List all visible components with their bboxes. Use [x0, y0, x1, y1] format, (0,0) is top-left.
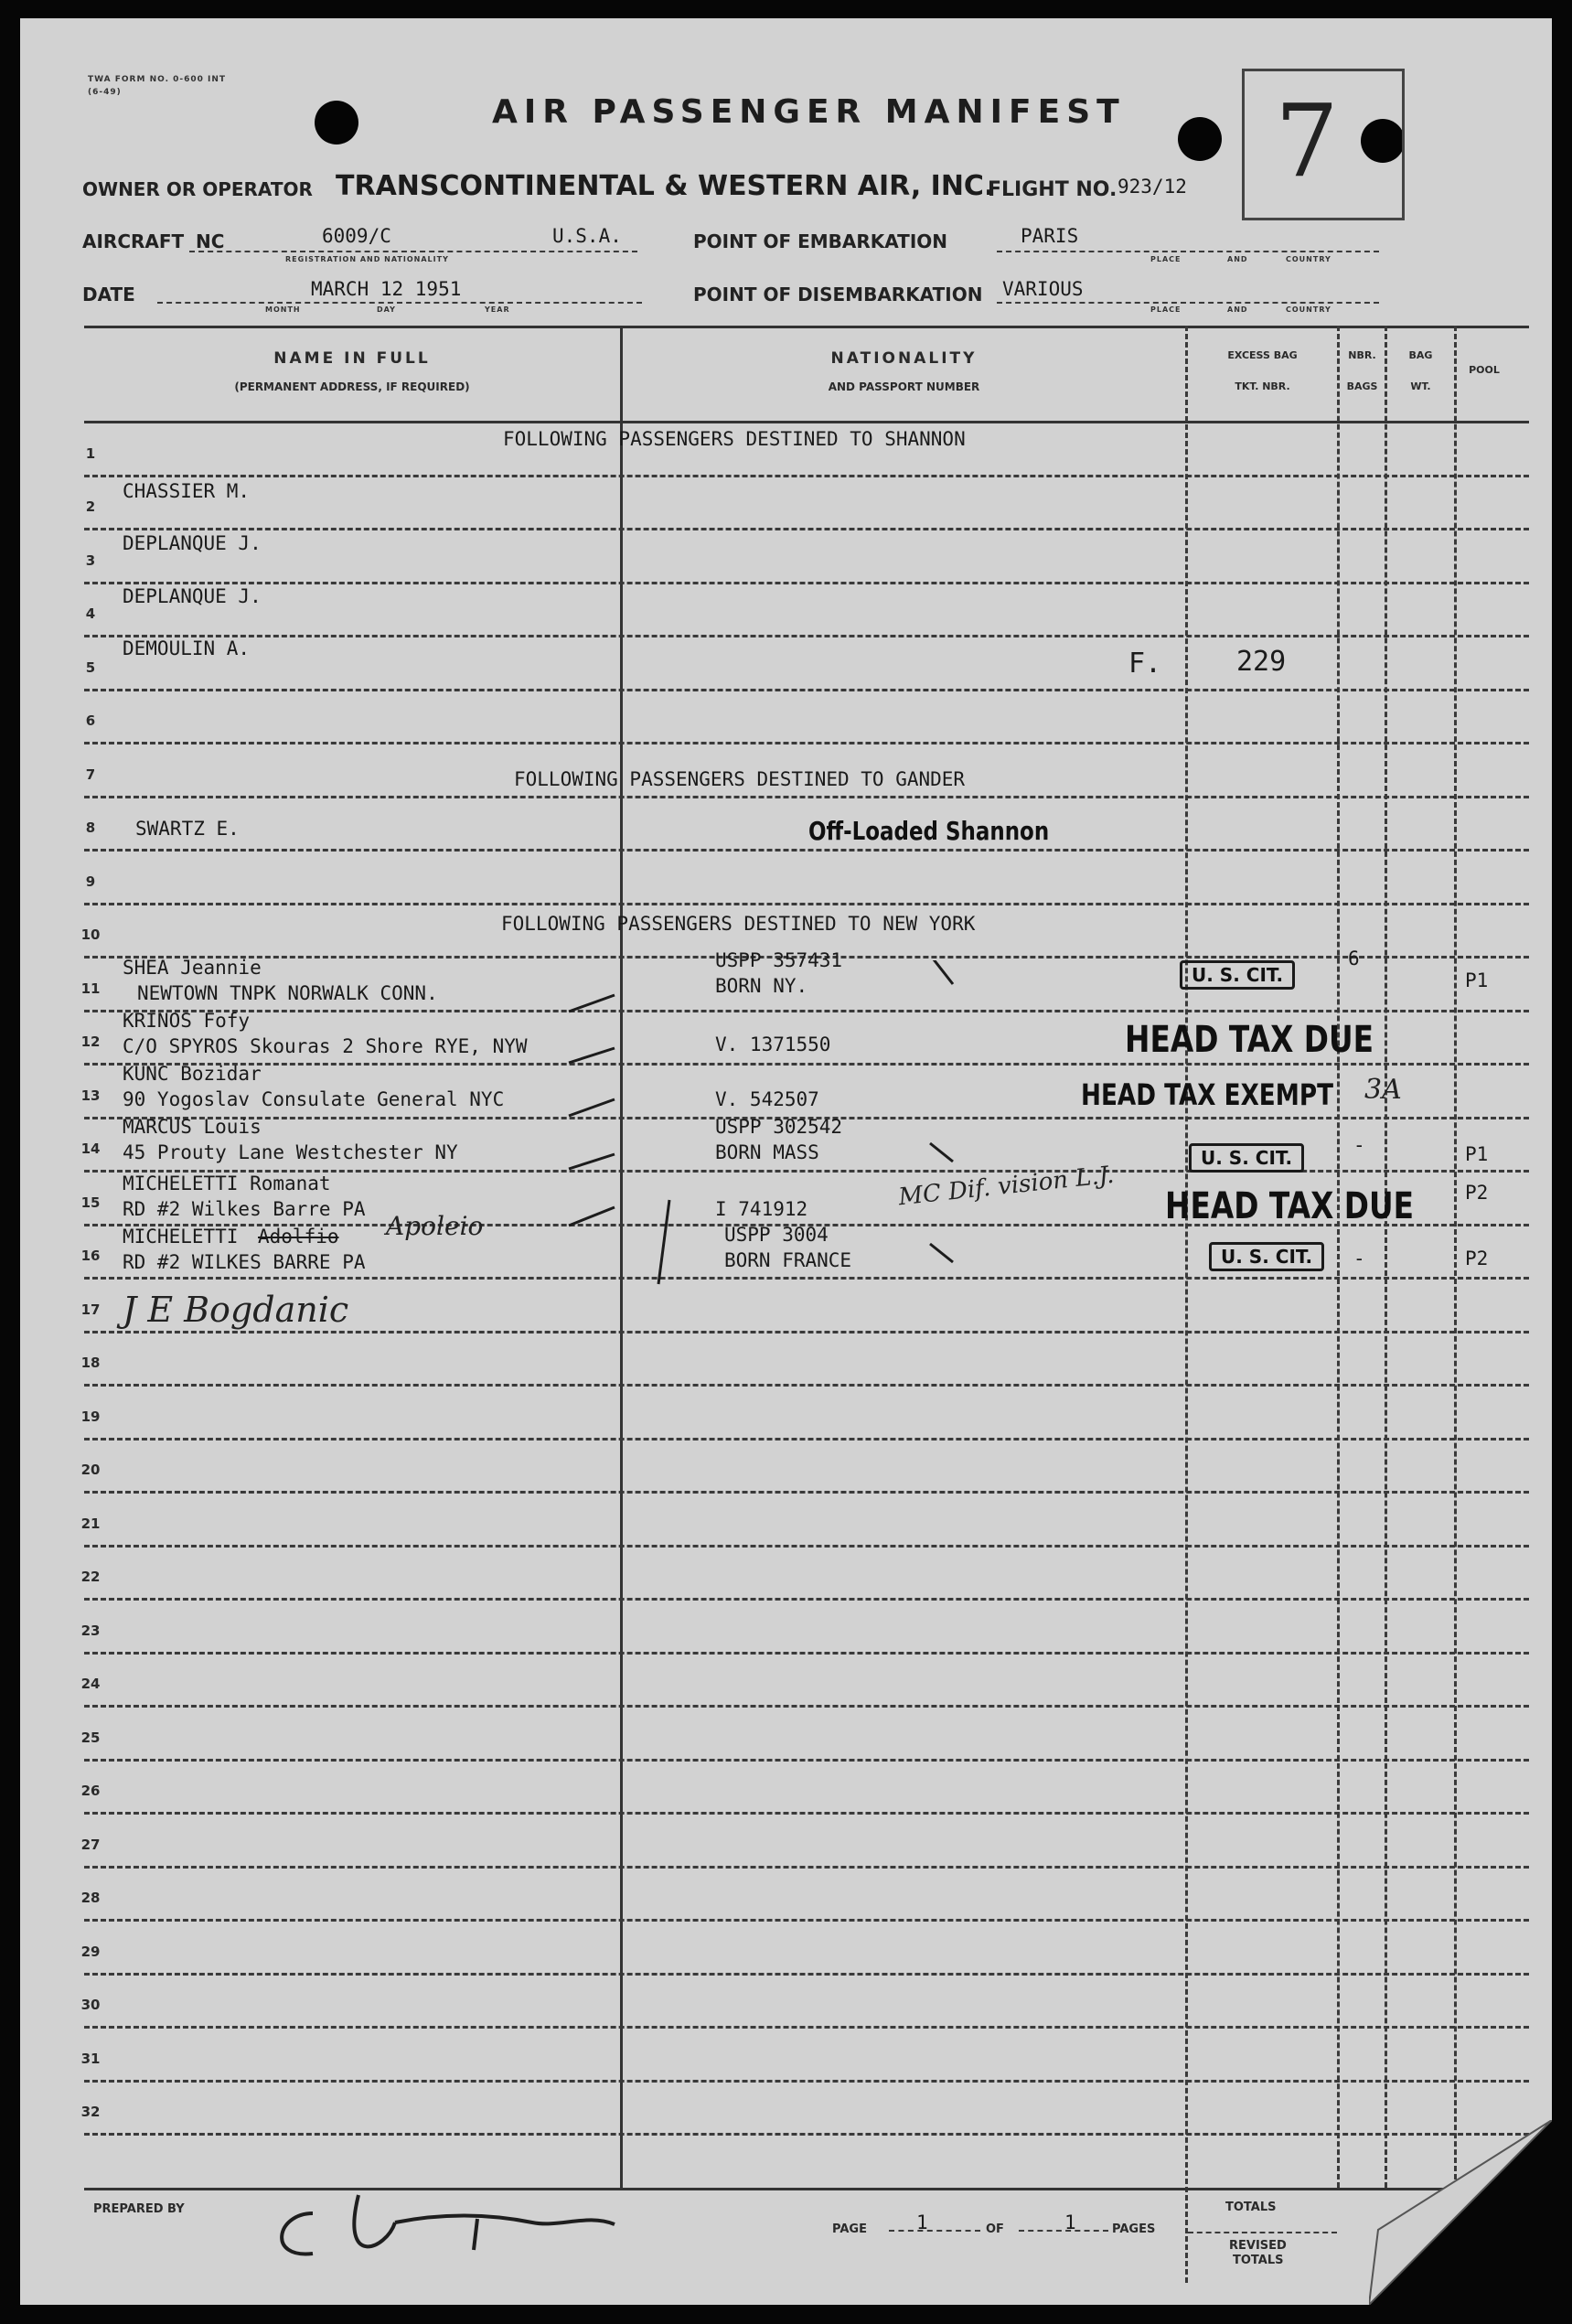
check-mark: [930, 1143, 953, 1162]
passenger-name: CHASSIER M.: [123, 480, 251, 502]
flight-label: FLIGHT NO.: [988, 178, 1118, 201]
passenger-name: KUNC Bozidar: [123, 1063, 262, 1085]
row-line: [84, 1705, 1529, 1708]
of-label: OF: [986, 2222, 1004, 2236]
passenger-address: C/O SPYROS Skouras 2 Shore RYE, NYW: [123, 1035, 528, 1057]
row-line: [84, 742, 1529, 744]
page-label: PAGE: [832, 2222, 867, 2236]
row-line: [84, 2133, 1529, 2136]
check-marks: [551, 960, 1118, 1308]
row-line: [84, 1331, 1529, 1333]
line-number: 3: [85, 552, 96, 569]
header-name: NAME IN FULL: [273, 349, 431, 368]
preparer-signature: [258, 2158, 642, 2277]
aircraft-registration: 6009/C: [322, 225, 391, 247]
pool-code: P1: [1465, 1143, 1489, 1165]
disembarkation-label: POINT OF DISEMBARKATION: [693, 284, 983, 305]
header-excess-tkt: TKT. NBR.: [1235, 380, 1290, 392]
birthplace: BORN FRANCE: [724, 1249, 852, 1271]
folded-corner: [1369, 2120, 1552, 2305]
pool-code: P2: [1465, 1182, 1489, 1204]
prepared-by-label: PREPARED BY: [93, 2202, 185, 2216]
us-cit-stamp: U. S. CIT.: [1189, 1143, 1304, 1173]
row-line: [84, 689, 1529, 691]
row-line: [84, 1812, 1529, 1815]
aircraft-caption: REGISTRATION AND NATIONALITY: [285, 255, 449, 263]
line-number: 10: [80, 926, 101, 943]
date-label: DATE: [82, 284, 135, 305]
passenger-address: 90 Yogoslav Consulate General NYC: [123, 1088, 505, 1110]
head-tax-exempt-stamp: HEAD TAX EXEMPT: [1081, 1077, 1333, 1112]
handwritten-signature: J E Bogdanic: [123, 1290, 349, 1330]
exempt-mark: 3A: [1364, 1074, 1402, 1106]
head-tax-due-stamp: HEAD TAX DUE: [1165, 1185, 1415, 1227]
pool-code: P2: [1465, 1248, 1489, 1269]
row-line: [84, 1384, 1529, 1387]
and-caption: AND: [1227, 255, 1248, 263]
punch-hole: [315, 101, 358, 145]
check-mark: [930, 960, 953, 984]
form-code-date: (6-49): [88, 88, 122, 97]
check-mark: [569, 1207, 615, 1226]
passenger-name: DEPLANQUE J.: [123, 532, 262, 554]
line-number: 15: [80, 1194, 101, 1211]
handwritten-name: Apoleio: [386, 1211, 484, 1241]
place-caption: PLACE: [1150, 255, 1182, 263]
sheet-number: 7: [1275, 82, 1339, 199]
header-bags: BAGS: [1346, 380, 1378, 392]
punch-hole: [1178, 117, 1222, 161]
line-number: 16: [80, 1248, 101, 1264]
off-loaded-note: Off-Loaded Shannon: [808, 816, 1050, 846]
column-divider: [1185, 326, 1188, 2283]
header-nbr: NBR.: [1348, 349, 1376, 361]
passenger-address: NEWTOWN TNPK NORWALK CONN.: [137, 982, 438, 1004]
line-number: 19: [80, 1408, 101, 1425]
line-number: 20: [80, 1462, 101, 1478]
row-line: [84, 796, 1529, 798]
line-number: 29: [80, 1943, 101, 1960]
passenger-name: MICHELETTI: [123, 1226, 239, 1248]
header-excess: EXCESS BAG: [1227, 349, 1298, 361]
bag-count: -: [1353, 1248, 1365, 1269]
line-number: 28: [80, 1890, 101, 1906]
line-number: 18: [80, 1355, 101, 1371]
us-cit-stamp: U. S. CIT.: [1180, 960, 1295, 990]
section-gander: FOLLOWING PASSENGERS DESTINED TO GANDER: [514, 768, 966, 790]
line-number: 9: [85, 873, 96, 890]
header-name-sub: (PERMANENT ADDRESS, IF REQUIRED): [234, 380, 470, 393]
handwritten-note: MC Dif. vision L.J.: [897, 1161, 1116, 1212]
passenger-address: 45 Prouty Lane Westchester NY: [123, 1141, 458, 1163]
row-line: [84, 1598, 1529, 1601]
year-caption: YEAR: [485, 305, 510, 314]
passport-number: V. 542507: [715, 1088, 819, 1110]
aircraft-country: U.S.A.: [552, 225, 622, 247]
passport-number: V. 1371550: [715, 1033, 831, 1055]
total-pages: 1: [1064, 2212, 1076, 2233]
check-mark: [569, 1048, 615, 1063]
line-number: 11: [80, 980, 101, 997]
passport-number: USPP 302542: [715, 1116, 843, 1138]
place-caption: PLACE: [1150, 305, 1182, 314]
date-value: MARCH 12 1951: [311, 278, 462, 300]
column-divider: [1454, 326, 1457, 2188]
struck-name: Adolfio: [258, 1226, 339, 1248]
line-number: 21: [80, 1515, 101, 1532]
page-number: 1: [916, 2212, 928, 2233]
table-top-border: [84, 326, 1529, 328]
check-mark: [569, 995, 615, 1012]
passenger-address: RD #2 WILKES BARRE PA: [123, 1251, 366, 1273]
column-divider: [1337, 326, 1340, 2188]
line-number: 8: [85, 819, 96, 836]
passport-number: USPP 3004: [724, 1224, 829, 1246]
head-tax-due-stamp: HEAD TAX DUE: [1125, 1019, 1374, 1061]
line-number: 25: [80, 1729, 101, 1746]
line-number: 17: [80, 1301, 101, 1318]
aircraft-label: AIRCRAFT: [82, 230, 185, 252]
line-number: 14: [80, 1141, 101, 1157]
row-line: [84, 2080, 1529, 2083]
pages-label: PAGES: [1112, 2222, 1156, 2236]
country-caption: COUNTRY: [1286, 255, 1331, 263]
row-line: [84, 1545, 1529, 1548]
line-number: 5: [85, 659, 96, 676]
section-new-york: FOLLOWING PASSENGERS DESTINED TO NEW YORK: [501, 913, 976, 935]
line-number: 27: [80, 1836, 101, 1853]
passport-number: USPP 357431: [715, 949, 843, 971]
passenger-name: KRINOS Fofy: [123, 1010, 251, 1032]
embarkation-value: PARIS: [1021, 225, 1079, 247]
bag-count: -: [1353, 1134, 1365, 1156]
passenger-name: DEMOULIN A.: [123, 637, 251, 659]
line-number: 13: [80, 1087, 101, 1104]
country-caption: COUNTRY: [1286, 305, 1331, 314]
row-line: [84, 1652, 1529, 1655]
page-title: AIR PASSENGER MANIFEST: [492, 93, 1126, 131]
row-line: [84, 849, 1529, 851]
manifest-page: [20, 18, 1552, 2305]
line-number: 6: [85, 712, 96, 729]
row-line: [84, 903, 1529, 905]
check-mark: [930, 1244, 953, 1262]
row-line: [84, 1973, 1529, 1976]
header-bag: BAG: [1408, 349, 1433, 361]
pool-code: P1: [1465, 969, 1489, 991]
owner-label: OWNER OR OPERATOR: [82, 178, 313, 200]
bag-count: 6: [1348, 948, 1360, 969]
header-nationality: NATIONALITY: [830, 349, 978, 368]
row-line: [84, 1438, 1529, 1440]
passenger-name: DEPLANQUE J.: [123, 585, 262, 607]
header-pool: POOL: [1469, 364, 1500, 376]
row-line: [84, 1491, 1529, 1494]
check-mark: [569, 1099, 615, 1116]
totals-label: TOTALS: [1225, 2201, 1277, 2214]
form-code: TWA FORM NO. 0-600 INT: [88, 75, 227, 84]
passport-number: I 741912: [715, 1198, 808, 1220]
embarkation-label: POINT OF EMBARKATION: [693, 230, 948, 252]
row-line: [84, 475, 1529, 477]
and-caption: AND: [1227, 305, 1248, 314]
line-number: 2: [85, 498, 96, 515]
line-number: 31: [80, 2050, 101, 2067]
passenger-address: RD #2 Wilkes Barre PA: [123, 1198, 366, 1220]
check-mark: [658, 1200, 669, 1284]
column-divider: [1385, 326, 1387, 2188]
month-caption: MONTH: [265, 305, 301, 314]
row-line: [84, 1919, 1529, 1922]
section-shannon: FOLLOWING PASSENGERS DESTINED TO SHANNON: [503, 428, 966, 450]
disembarkation-value: VARIOUS: [1002, 278, 1084, 300]
check-mark: [569, 1154, 615, 1169]
line-number: 1: [85, 444, 96, 462]
row-line: [84, 1866, 1529, 1869]
us-cit-stamp: U. S. CIT.: [1209, 1242, 1324, 1271]
birthplace: BORN NY.: [715, 975, 808, 997]
birthplace: BORN MASS: [715, 1141, 819, 1163]
row-line: [84, 582, 1529, 584]
day-caption: DAY: [377, 305, 396, 314]
revised-totals-label: TOTALS: [1233, 2254, 1284, 2267]
line-number: 22: [80, 1569, 101, 1585]
row-line: [84, 635, 1529, 637]
line-number: 30: [80, 1997, 101, 2013]
header-bag-wt: WT.: [1410, 380, 1431, 392]
line-number: 24: [80, 1676, 101, 1692]
line-number: 32: [80, 2104, 101, 2120]
passenger-name: MICHELETTI Romanat: [123, 1173, 331, 1194]
excess-ticket: 229: [1236, 646, 1287, 678]
line-number: 4: [85, 605, 96, 622]
passenger-name: MARCUS Louis: [123, 1116, 262, 1138]
passenger-name: SHEA Jeannie: [123, 957, 262, 979]
passenger-name: SWARTZ E.: [135, 818, 240, 840]
aircraft-nc: NC: [196, 230, 225, 252]
line-number: 12: [80, 1033, 101, 1050]
header-bottom-border: [84, 421, 1529, 423]
line-number: 7: [85, 766, 96, 783]
excess-mark: F.: [1128, 648, 1162, 680]
revised-label: REVISED: [1229, 2239, 1287, 2253]
row-line: [84, 2026, 1529, 2029]
row-line: [84, 1759, 1529, 1762]
row-line: [84, 528, 1529, 530]
owner-name: TRANSCONTINENTAL & WESTERN AIR, INC.: [336, 170, 995, 202]
line-number: 26: [80, 1783, 101, 1799]
line-number: 23: [80, 1622, 101, 1639]
flight-number: 923/12: [1118, 176, 1187, 198]
header-nationality-sub: AND PASSPORT NUMBER: [828, 380, 980, 393]
